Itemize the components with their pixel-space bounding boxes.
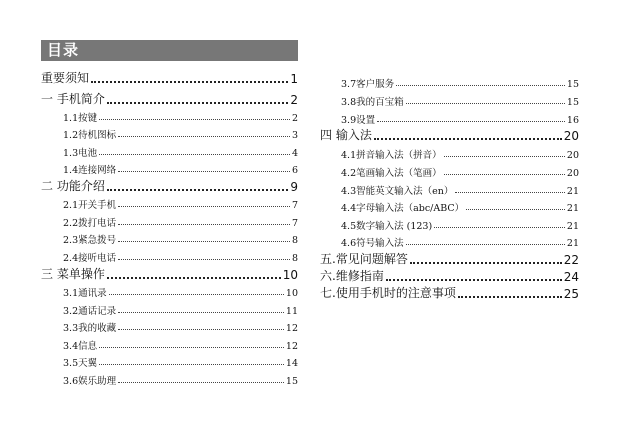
dot-leader: [118, 259, 290, 260]
toc-entry[interactable]: [320, 181, 579, 197]
toc-entry[interactable]: [41, 70, 298, 86]
toc-entry-page: 20: [566, 150, 579, 161]
toc-entry[interactable]: [41, 230, 298, 246]
toc-entry-label: 4.6符号输入法: [341, 238, 404, 249]
toc-entry-label: 3.8我的百宝箱: [341, 97, 404, 108]
dot-leader: [118, 206, 290, 207]
toc-entry-label: 4.1拼音输入法（拼音）: [341, 150, 442, 161]
dot-leader: [118, 136, 290, 137]
toc-entry-label: 2.1开关手机: [63, 200, 117, 211]
dot-leader: [444, 156, 565, 157]
toc-entry-page: 21: [566, 203, 579, 214]
dot-leader: [118, 329, 284, 330]
toc-entry[interactable]: [41, 283, 298, 299]
dot-leader: [107, 189, 289, 191]
toc-entry[interactable]: [41, 336, 298, 352]
dot-leader: [107, 277, 281, 279]
dot-leader: [118, 241, 290, 242]
toc-entry-label: 3.9设置: [341, 115, 376, 126]
toc-entry[interactable]: [41, 91, 298, 107]
dot-leader: [406, 103, 565, 104]
toc-entry[interactable]: [320, 74, 579, 90]
toc-entry-label: 4.2笔画输入法（笔画）: [341, 168, 442, 179]
toc-entry-label: 五.常见问题解答: [320, 252, 408, 266]
toc-entry-label: 4.3智能英文输入法（en）: [341, 186, 454, 197]
dot-leader: [109, 294, 284, 295]
toc-entry-label: 1.1按键: [63, 113, 98, 124]
toc-entry-label: 2.4接听电话: [63, 253, 117, 264]
dot-leader: [458, 296, 562, 298]
toc-entry[interactable]: [41, 125, 298, 141]
dot-leader: [374, 138, 562, 140]
toc-entry[interactable]: [320, 285, 579, 301]
toc-entry-label: 1.3电池: [63, 148, 98, 159]
dot-leader: [118, 312, 284, 313]
toc-entry-label: 七.使用手机时的注意事项: [320, 286, 456, 300]
toc-entry-page: 2: [291, 113, 298, 124]
toc-entry[interactable]: [320, 251, 579, 267]
toc-entry-label: 3.2通话记录: [63, 306, 117, 317]
toc-entry[interactable]: [41, 160, 298, 176]
dot-leader: [444, 174, 565, 175]
toc-entry-page: 21: [566, 221, 579, 232]
dot-leader: [99, 347, 284, 348]
toc-entry[interactable]: [41, 266, 298, 282]
dot-leader: [99, 364, 284, 365]
toc-entry[interactable]: [320, 233, 579, 249]
toc-entry-page: 11: [285, 306, 298, 317]
toc-entry[interactable]: [41, 195, 298, 211]
dot-leader: [377, 121, 565, 122]
toc-entry-label: 1.2待机图标: [63, 130, 117, 141]
toc-entry-page: 7: [291, 218, 298, 229]
toc-title: 目录: [47, 41, 80, 59]
dot-leader: [386, 279, 562, 281]
dot-leader: [91, 81, 288, 83]
toc-entry[interactable]: [41, 108, 298, 124]
toc-entry[interactable]: [320, 163, 579, 179]
toc-entry-label: 3.6娱乐助理: [63, 376, 117, 387]
toc-entry-page: 20: [566, 168, 579, 179]
toc-entry[interactable]: [320, 145, 579, 161]
toc-entry-page: 20: [563, 129, 579, 143]
toc-entry-page: 9: [290, 180, 298, 194]
toc-entry-label: 3.5天翼: [63, 358, 98, 369]
toc-entry-page: 15: [285, 376, 298, 387]
toc-entry-page: 25: [563, 287, 579, 301]
dot-leader: [434, 227, 565, 228]
toc-entry-page: 7: [291, 200, 298, 211]
toc-entry[interactable]: [320, 127, 579, 143]
toc-entry-page: 21: [566, 238, 579, 249]
dot-leader: [406, 244, 565, 245]
toc-entry-page: 15: [566, 97, 579, 108]
toc-entry-label: 六.维修指南: [320, 269, 384, 283]
toc-entry-page: 12: [285, 341, 298, 352]
toc-entry[interactable]: [41, 213, 298, 229]
toc-entry[interactable]: [320, 92, 579, 108]
toc-entry[interactable]: [320, 216, 579, 232]
toc-entry[interactable]: [41, 178, 298, 194]
dot-leader: [99, 154, 290, 155]
toc-entry-page: 4: [291, 148, 298, 159]
toc-entry-label: 二 功能介绍: [41, 179, 105, 193]
toc-entry-label: 2.2拨打电话: [63, 218, 117, 229]
toc-entry[interactable]: [41, 301, 298, 317]
dot-leader: [107, 102, 289, 104]
toc-header-bar: [41, 40, 298, 61]
toc-entry-label: 一 手机简介: [41, 92, 105, 106]
dot-leader: [466, 209, 565, 210]
toc-entry-page: 2: [290, 93, 298, 107]
toc-entry-page: 16: [566, 115, 579, 126]
toc-entry[interactable]: [320, 198, 579, 214]
toc-entry-label: 4.4字母输入法（abc/ABC）: [341, 203, 465, 214]
toc-entry-page: 10: [282, 268, 298, 282]
dot-leader: [118, 224, 290, 225]
toc-entry-label: 4.5数字输入法 (123): [341, 221, 433, 232]
toc-entry[interactable]: [41, 318, 298, 334]
dot-leader: [118, 171, 290, 172]
dot-leader: [99, 119, 290, 120]
toc-entry-page: 12: [285, 323, 298, 334]
toc-entry-label: 3.4信息: [63, 341, 98, 352]
toc-entry-page: 21: [566, 186, 579, 197]
toc-entry-label: 2.3紧急拨号: [63, 235, 117, 246]
toc-entry-page: 22: [563, 253, 579, 267]
dot-leader: [410, 262, 562, 264]
toc-entry-page: 24: [563, 270, 579, 284]
toc-entry-page: 6: [291, 165, 298, 176]
toc-entry[interactable]: [320, 268, 579, 284]
toc-entry[interactable]: [41, 248, 298, 264]
toc-entry-page: 8: [291, 253, 298, 264]
toc-entry[interactable]: [320, 110, 579, 126]
toc-entry-label: 四 输入法: [320, 128, 372, 142]
dot-leader: [455, 192, 565, 193]
toc-entry-page: 10: [285, 288, 298, 299]
toc-entry-page: 3: [291, 130, 298, 141]
toc-entry-label: 1.4连接网络: [63, 165, 117, 176]
toc-entry[interactable]: [41, 371, 298, 387]
toc-entry-page: 15: [566, 79, 579, 90]
toc-entry-label: 3.7客户服务: [341, 79, 395, 90]
toc-entry-label: 3.1通讯录: [63, 288, 107, 299]
dot-leader: [118, 382, 284, 383]
dot-leader: [396, 85, 565, 86]
toc-entry-label: 3.3我的收藏: [63, 323, 117, 334]
toc-entry[interactable]: [41, 353, 298, 369]
toc-entry[interactable]: [41, 143, 298, 159]
toc-entry-page: 14: [285, 358, 298, 369]
toc-entry-label: 三 菜单操作: [41, 267, 105, 281]
toc-entry-label: 重要须知: [41, 71, 90, 85]
toc-entry-page: 8: [291, 235, 298, 246]
toc-entry-page: 1: [290, 72, 298, 86]
